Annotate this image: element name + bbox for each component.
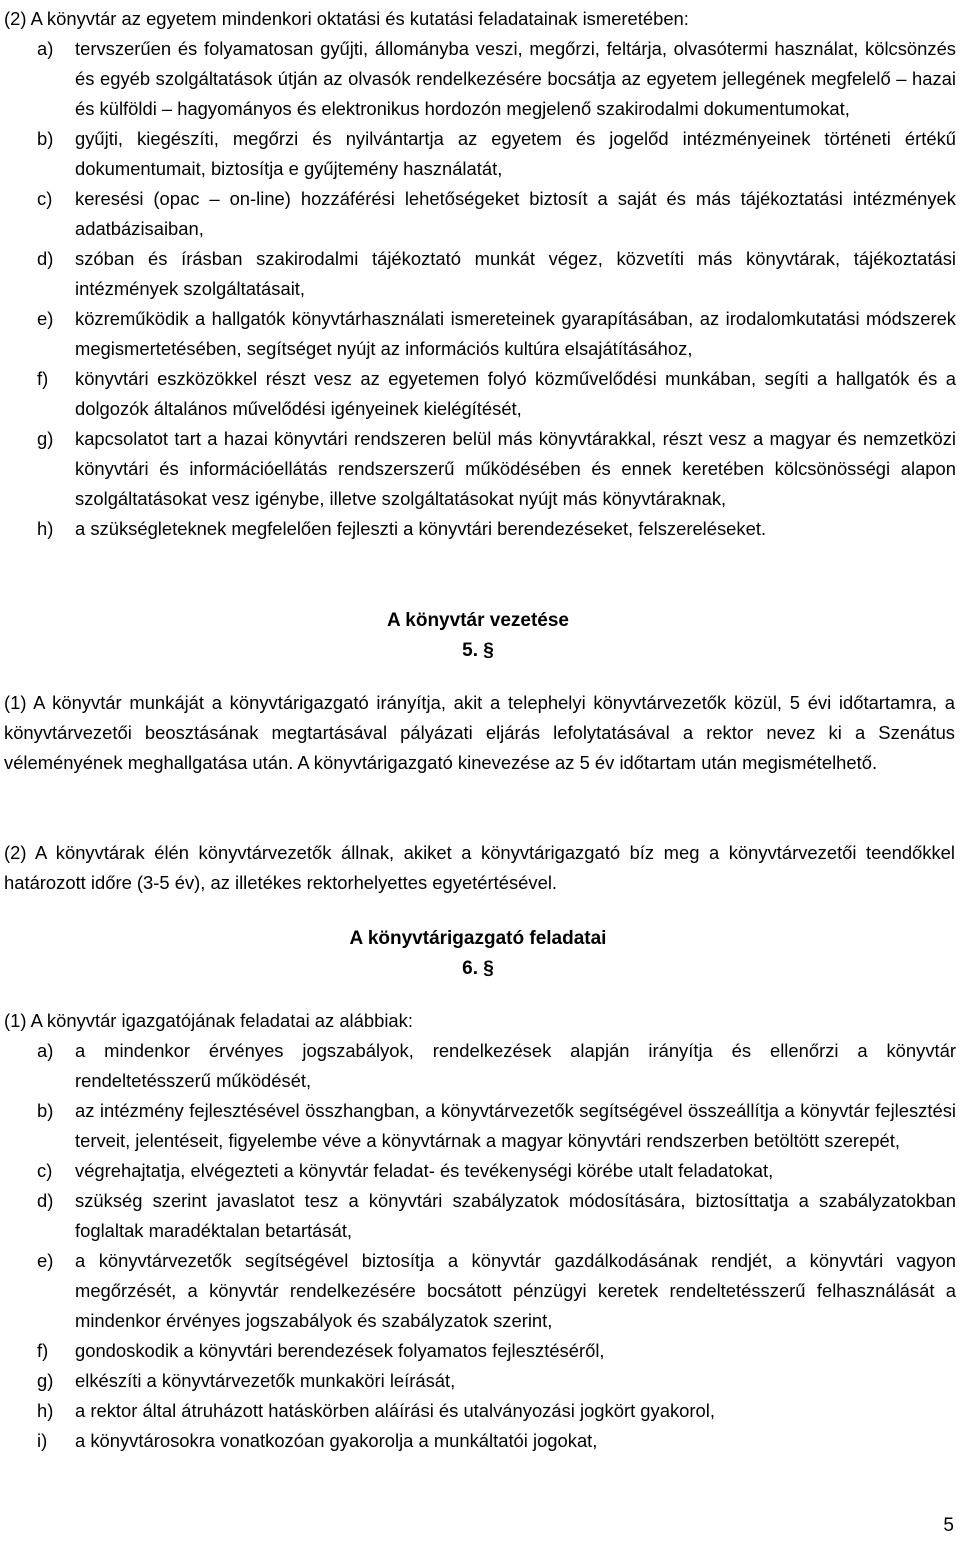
item-text: a könyvtárosokra vonatkozóan gyakorolja a munkáltatói jogokat,	[75, 1430, 598, 1451]
item-label: a)	[37, 38, 54, 59]
item-label: g)	[37, 1370, 54, 1391]
item-text: végrehajtatja, elvégezteti a könyvtár feladat- és tevékenységi körébe utalt feladatokat,	[75, 1160, 774, 1181]
item-text: keresési (opac ‒ on-line) hozzáférési lehetőségeket biztosít a saját és más tájékoztatási intézmények adatbázisaiban,	[75, 188, 956, 239]
section5-paragraph-1: (1) A könyvtár munkáját a könyvtárigazgató irányítja, akit a telephelyi könyvtárvezetők közül, 5 évi időtartamra, a könyvtárvezetői beosztásának megtartásával pályázati eljárás lefolytatásával a rektor nevez ki a Szenátus véleményének meghallgatása után. A könyvtárigazgató kinevezése az 5 év időtartam után megismételhető.	[4, 692, 955, 773]
section5-number: 5. §	[462, 640, 494, 661]
item-label: g)	[37, 428, 54, 449]
list-item	[0, 304, 956, 364]
item-text: tervszerűen és folyamatosan gyűjti, állományba veszi, megőrzi, feltárja, olvasótermi használat, kölcsönzés és egyéb szolgáltatások útján az olvasók rendelkezésére bocsátja az egyetem jellegének megfelelő ‒ hazai és külföldi ‒ hagyományos és elektronikus hordozón megjelenő szakirodalmi dokumentumokat,	[75, 38, 956, 119]
item-label: d)	[37, 248, 54, 269]
section6-title: A könyvtárigazgató feladatai	[349, 928, 607, 949]
item-label: a)	[37, 1040, 54, 1061]
item-text: szóban és írásban szakirodalmi tájékoztató munkát végez, közvetíti más könyvtárak, tájékoztatási intézmények szolgáltatásait,	[75, 248, 956, 299]
item-label: c)	[37, 188, 53, 209]
item-label: b)	[37, 1100, 54, 1121]
list-item	[0, 1336, 956, 1366]
list-item	[0, 1246, 956, 1336]
section2-intro: (2) A könyvtár az egyetem mindenkori oktatási és kutatási feladatainak ismeretében:	[4, 8, 689, 29]
section2-list	[0, 34, 956, 544]
item-text: a rektor által átruházott hatáskörben aláírási és utalványozási jogkört gyakorol,	[75, 1400, 715, 1421]
section5-paragraph-2: (2) A könyvtárak élén könyvtárvezetők állnak, akiket a könyvtárigazgató bíz meg a könyvtárvezetői teendőkkel határozott időre (3-5 év), az illetékes rektorhelyettes egyetértésével.	[4, 842, 955, 893]
section5-title: A könyvtár vezetése	[386, 610, 569, 631]
list-item	[0, 1396, 956, 1426]
item-label: d)	[37, 1190, 54, 1211]
item-label: h)	[37, 518, 54, 539]
item-text: a mindenkor érvényes jogszabályok, rendelkezések alapján irányítja és ellenőrzi a könyvtár rendeltetésszerű működését,	[75, 1040, 956, 1091]
list-item	[0, 34, 956, 124]
list-item	[0, 364, 956, 424]
section6-intro: (1) A könyvtár igazgatójának feladatai az alábbiak:	[4, 1010, 413, 1031]
section6-list	[0, 1036, 956, 1456]
item-text: szükség szerint javaslatot tesz a könyvtári szabályzatok módosítására, biztosíttatja a szabályzatokban foglaltak maradéktalan betartását,	[75, 1190, 956, 1241]
list-item	[0, 1096, 956, 1156]
item-text: elkészíti a könyvtárvezetők munkaköri leírását,	[75, 1370, 456, 1391]
section6-number: 6. §	[462, 958, 494, 979]
item-label: e)	[37, 1250, 54, 1271]
item-text: gondoskodik a könyvtári berendezések folyamatos fejlesztéséről,	[75, 1340, 605, 1361]
list-item	[0, 1036, 956, 1096]
list-item	[0, 184, 956, 244]
item-text: gyűjti, kiegészíti, megőrzi és nyilvántartja az egyetem és jogelőd intézményeinek történeti értékű dokumentumait, biztosítja e gyűjtemény használatát,	[75, 128, 956, 179]
page-number: 5	[943, 1515, 954, 1536]
item-label: f)	[37, 1340, 49, 1361]
list-item	[0, 1186, 956, 1246]
list-item	[0, 424, 956, 514]
list-item	[0, 1366, 956, 1396]
item-label: e)	[37, 308, 54, 329]
list-item	[0, 1426, 956, 1456]
item-label: c)	[37, 1160, 53, 1181]
item-text: az intézmény fejlesztésével összhangban, a könyvtárvezetők segítségével összeállítja a könyvtár fejlesztési terveit, jelentéseit, figyelembe véve a könyvtárnak a magyar könyvtári rendszerben betöltött szerepét,	[75, 1100, 956, 1151]
list-item	[0, 124, 956, 184]
item-text: könyvtári eszközökkel részt vesz az egyetemen folyó közművelődési munkában, segíti a hallgatók és a dolgozók általános művelődési igényeinek kielégítését,	[75, 368, 956, 419]
item-label: i)	[37, 1430, 48, 1451]
item-label: f)	[37, 368, 49, 389]
list-item	[0, 1156, 956, 1186]
item-label: h)	[37, 1400, 54, 1421]
item-text: közreműködik a hallgatók könyvtárhasználati ismereteinek gyarapításában, az irodalomkutatási módszerek megismertetésében, segítséget nyújt az információs kultúra elsajátításához,	[75, 308, 956, 359]
item-text: a könyvtárvezetők segítségével biztosítja a könyvtár gazdálkodásának rendjét, a könyvtári vagyon megőrzését, a könyvtár rendelkezésére bocsátott pénzügyi keretek rendeltetésszerű felhasználását a mindenkor érvényes jogszabályok és szabályzatok szerint,	[75, 1250, 956, 1331]
list-item	[0, 514, 956, 544]
item-text: a szükségleteknek megfelelően fejleszti a könyvtári berendezéseket, felszereléseket.	[75, 518, 767, 539]
item-text: kapcsolatot tart a hazai könyvtári rendszeren belül más könyvtárakkal, részt vesz a magyar és nemzetközi könyvtári és információellátás rendszerszerű működésében és ennek keretében kölcsönösségi alapon szolgáltatásokat vesz igénybe, illetve szolgáltatásokat nyújt más könyvtáraknak,	[75, 428, 956, 509]
list-item	[0, 244, 956, 304]
item-label: b)	[37, 128, 54, 149]
